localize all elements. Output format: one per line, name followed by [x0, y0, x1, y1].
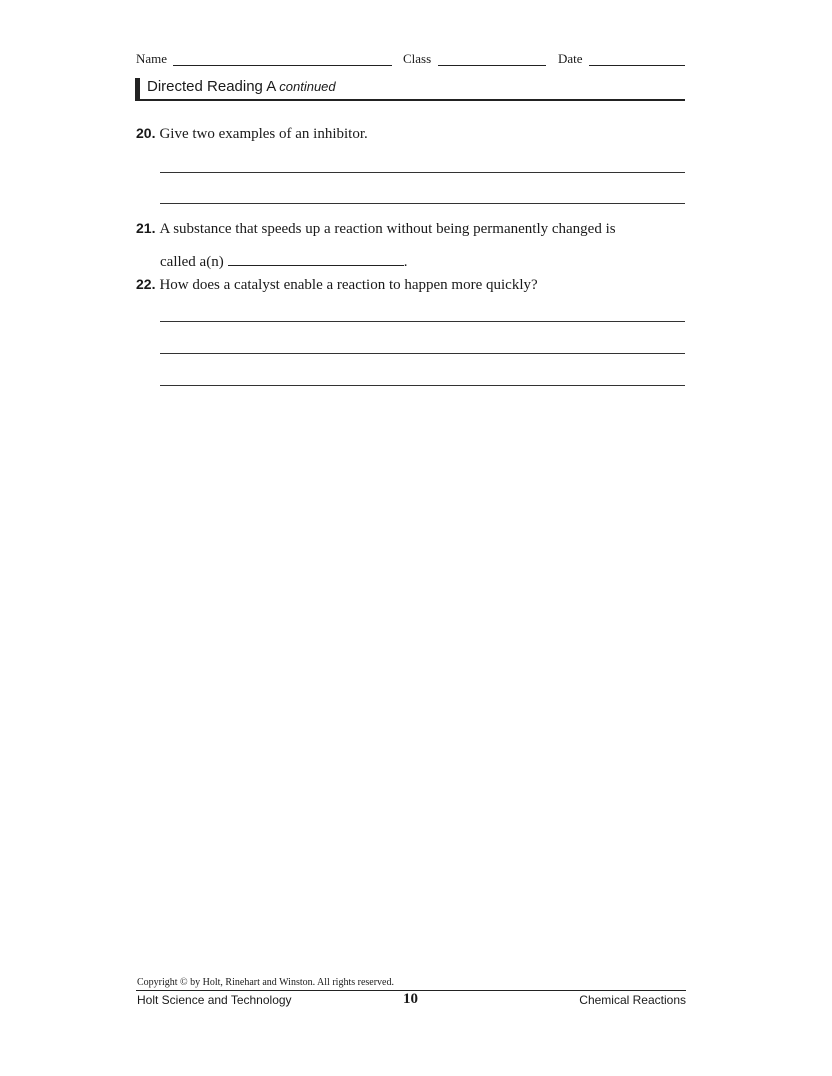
question-22: [136, 276, 538, 294]
section-subtitle: continued: [279, 79, 336, 94]
question-continuation-text: called a(n): [160, 254, 224, 270]
question-text: A substance that speeds up a reaction without being permanently changed is: [159, 221, 616, 237]
fill-in-blank-21[interactable]: [228, 264, 404, 266]
section-header: [135, 77, 685, 101]
question-number: 21.: [136, 220, 156, 236]
answer-line-22-1[interactable]: [160, 321, 685, 322]
answer-line-20-1[interactable]: [160, 172, 685, 173]
answer-line-20-2[interactable]: [160, 203, 685, 204]
question-number: 20.: [136, 125, 156, 141]
question-21: [136, 220, 616, 238]
class-label: Class: [403, 51, 432, 66]
class-field[interactable]: [438, 65, 546, 66]
question-21-continuation: [160, 254, 407, 271]
name-field[interactable]: [173, 65, 392, 66]
copyright-notice: Copyright © by Holt, Rinehart and Winston. All rights reserved.: [137, 977, 394, 988]
date-label: Date: [558, 51, 583, 66]
section-title-text: Directed Reading A: [147, 78, 277, 95]
section-title: [147, 78, 336, 95]
section-marker: [135, 78, 140, 99]
question-text: Give two examples of an inhibitor.: [159, 126, 368, 142]
question-text: How does a catalyst enable a reaction to happen more quickly?: [159, 277, 538, 293]
answer-line-22-2[interactable]: [160, 353, 685, 354]
question-20: [136, 125, 368, 143]
name-label: Name: [136, 51, 168, 66]
chapter-name: Chemical Reactions: [579, 993, 686, 1007]
date-field[interactable]: [589, 65, 685, 66]
answer-line-22-3[interactable]: [160, 385, 685, 386]
page-number: 10: [403, 991, 418, 1007]
question-number: 22.: [136, 276, 156, 292]
publisher-name: Holt Science and Technology: [137, 993, 292, 1007]
end-punctuation: .: [403, 254, 408, 270]
